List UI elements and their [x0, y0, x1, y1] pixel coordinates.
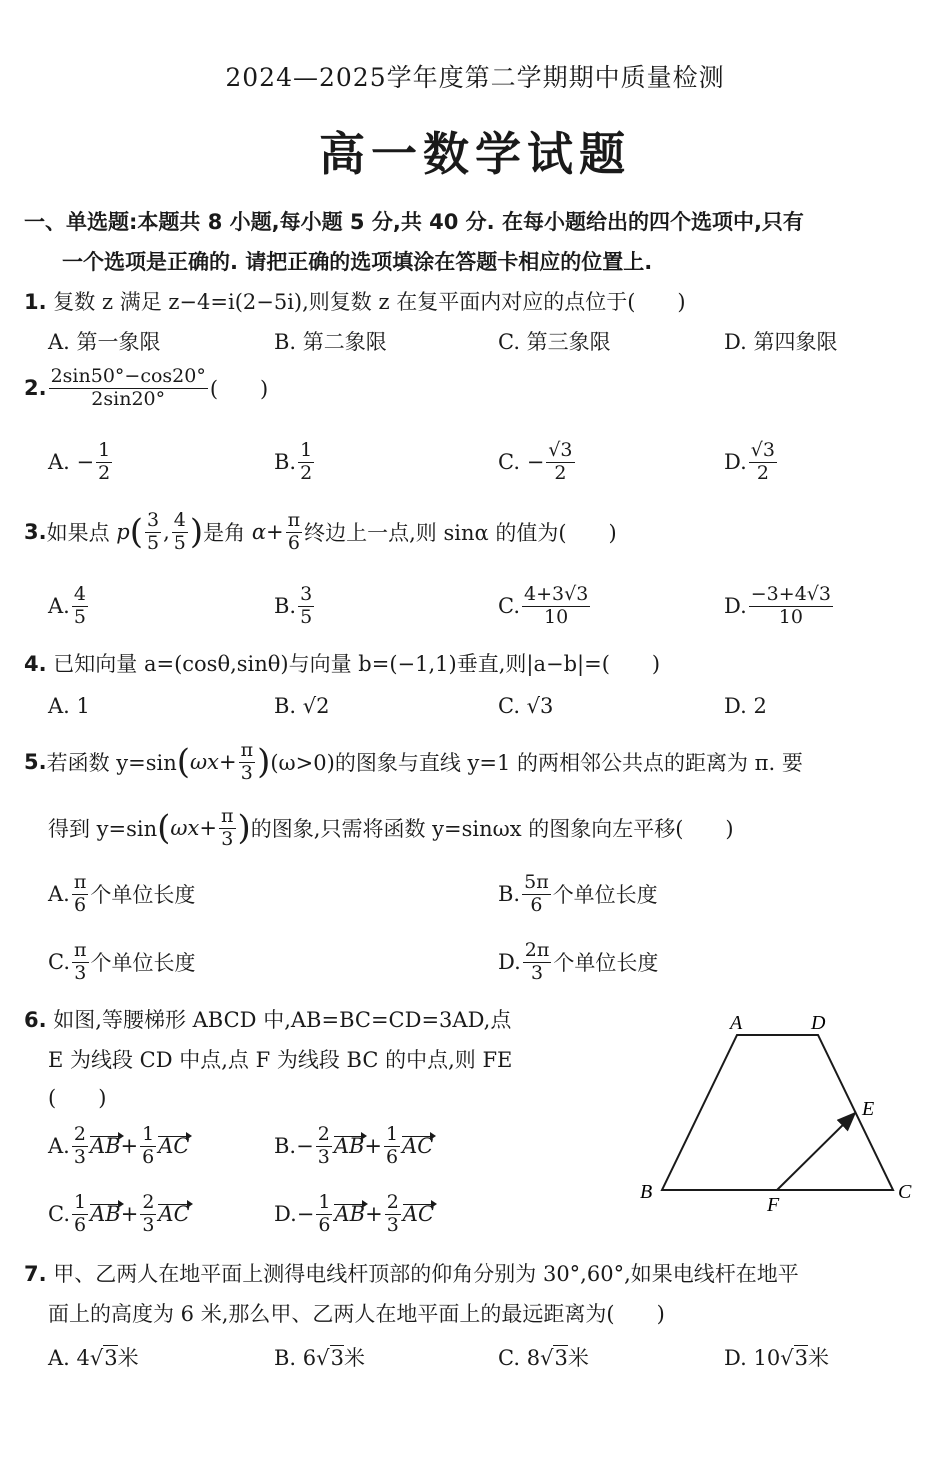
q2-option-d[interactable]: [724, 440, 779, 485]
denominator: 6: [74, 1213, 87, 1236]
vector-ac: AC: [402, 1134, 434, 1159]
q5-option-d[interactable]: [498, 940, 658, 985]
q5-line2-pre: 得到 y=sin: [48, 817, 158, 842]
option-radicand: 3: [104, 1346, 118, 1370]
q4-option-a[interactable]: A. 1: [48, 694, 90, 718]
option-plus: +: [365, 1202, 383, 1227]
option-unit: 个单位长度: [90, 951, 196, 976]
denominator: 3: [73, 1145, 86, 1168]
denominator: 2: [756, 461, 769, 484]
q5-inner: ωx+: [170, 816, 217, 841]
numerator: √3: [548, 439, 573, 461]
question-1: [24, 286, 686, 316]
q6-option-d[interactable]: [274, 1192, 434, 1237]
vector-ab: AB: [90, 1202, 121, 1227]
q5-line1-post: (ω>0)的图象与直线 y=1 的两相邻公共点的距离为 π. 要: [270, 751, 803, 776]
vector-ac: AC: [158, 1134, 190, 1159]
q2-numerator: 2sin50°−cos20°: [50, 365, 206, 387]
numerator: π: [74, 939, 87, 961]
vector-ac: AC: [158, 1202, 190, 1227]
option-radicand: 3: [794, 1346, 808, 1370]
label-e: E: [862, 1098, 875, 1120]
q1-option-c[interactable]: C. 第三象限: [498, 330, 611, 354]
question-number: 3.: [24, 520, 47, 545]
q5-option-b[interactable]: [498, 872, 658, 917]
q3-option-b[interactable]: [274, 584, 316, 629]
q6-option-c[interactable]: [48, 1192, 190, 1237]
question-number: 7.: [24, 1262, 47, 1286]
denominator: 3: [240, 761, 253, 784]
option-sign: −: [296, 1134, 314, 1159]
q1-option-d[interactable]: D. 第四象限: [724, 330, 838, 354]
q1-option-b[interactable]: B. 第二象限: [274, 330, 387, 354]
option-fraction: [72, 872, 89, 917]
option-label: D.: [498, 950, 521, 975]
option-fraction: [298, 440, 314, 485]
q2-tail: ( ): [209, 377, 269, 402]
question-stem: 复数 z 满足 z−4=i(2−5i),则复数 z 在复平面内对应的点位于( ): [53, 290, 686, 314]
q4-option-d[interactable]: D. 2: [724, 694, 767, 718]
q2-option-b[interactable]: [274, 440, 316, 485]
question-5-line1: [24, 740, 803, 785]
option-fraction: [140, 1192, 156, 1237]
paren-right: ): [237, 808, 251, 849]
vector-fe-arrow: [777, 1113, 855, 1190]
option-fraction: [384, 1124, 400, 1169]
label-b: B: [640, 1181, 653, 1203]
denominator: 6: [287, 531, 300, 554]
option-label: C.: [498, 594, 520, 619]
numerator: 1: [300, 439, 313, 461]
question-6-line3: ( ): [48, 1086, 107, 1110]
numerator: 4: [73, 583, 86, 605]
q5-option-c[interactable]: [48, 940, 196, 985]
q2-expression-fraction: [49, 366, 208, 411]
option-unit: 米: [567, 1346, 589, 1370]
vector-ab: AB: [89, 1134, 121, 1159]
denominator: 3: [386, 1213, 399, 1236]
question-6-line2: E 为线段 CD 中点,点 F 为线段 BC 的中点,则 FE: [48, 1048, 513, 1072]
option-fraction: [72, 1192, 88, 1237]
q5-inner: ωx+: [190, 750, 237, 775]
numerator: 5π: [524, 871, 549, 893]
trapezoid-figure: [630, 1005, 930, 1220]
q5-line2-post: 的图象,只需将函数 y=sinωx 的图象向左平移( ): [250, 817, 734, 842]
denominator: 2: [300, 461, 313, 484]
option-fraction: [72, 1124, 88, 1169]
numerator: 2: [142, 1191, 155, 1213]
option-fraction: [749, 584, 833, 629]
option-sign: −: [296, 1202, 315, 1227]
option-sign: −: [526, 450, 545, 475]
numerator: 3: [147, 509, 160, 531]
option-label: C.: [498, 1346, 520, 1370]
q6-line1: 如图,等腰梯形 ABCD 中,AB=BC=CD=3AD,点: [53, 1008, 512, 1032]
q6-option-a[interactable]: [48, 1124, 189, 1169]
option-label: A.: [48, 594, 70, 619]
question-number: 1.: [24, 290, 47, 314]
option-fraction: [316, 1192, 332, 1237]
q2-option-a[interactable]: [48, 440, 114, 485]
question-6-line1: [24, 1004, 511, 1034]
option-unit: 米: [807, 1346, 829, 1370]
question-number: 6.: [24, 1008, 47, 1032]
denominator: 5: [147, 531, 160, 554]
q7-option-a[interactable]: A. 4√3米: [48, 1346, 139, 1370]
q5-pi-fraction: [219, 806, 236, 851]
q3-angle: α+: [251, 520, 284, 545]
q4-option-c[interactable]: C. √3: [498, 694, 554, 718]
numerator: π: [73, 871, 87, 893]
numerator: √3: [750, 439, 775, 461]
option-coef: 6: [302, 1346, 317, 1370]
numerator: 1: [74, 1191, 87, 1213]
denominator: 3: [74, 961, 87, 984]
question-number: 2.: [24, 376, 47, 401]
denominator: 3: [317, 1145, 330, 1168]
denominator: 2: [98, 461, 111, 484]
option-fraction: [316, 1124, 332, 1169]
option-label: B.: [498, 882, 521, 907]
option-fraction: [523, 940, 552, 985]
q3-option-c[interactable]: [498, 584, 592, 629]
q3-coord-x: [145, 510, 161, 555]
denominator: 6: [530, 893, 543, 916]
numerator: 1: [318, 1191, 331, 1213]
q4-option-b[interactable]: B. √2: [274, 694, 330, 718]
option-label: A.: [48, 1346, 70, 1370]
option-label: D.: [724, 1346, 747, 1370]
denominator: 6: [142, 1145, 155, 1168]
denominator: 10: [778, 605, 803, 628]
option-label: A.: [48, 1134, 70, 1159]
denominator: 5: [73, 605, 86, 628]
q3-option-d[interactable]: [724, 584, 835, 629]
denominator: 6: [74, 893, 87, 916]
paren-right: ): [257, 742, 271, 783]
option-fraction: [298, 584, 314, 629]
option-fraction: [749, 440, 777, 485]
option-fraction: [546, 440, 574, 485]
option-coef: 8: [526, 1346, 541, 1370]
paren-left: (: [129, 512, 143, 553]
question-7-line1: [24, 1258, 799, 1288]
question-7-line2: 面上的高度为 6 米,那么甲、乙两人在地平面上的最远距离为( ): [48, 1302, 665, 1326]
q3-point: p: [116, 520, 130, 545]
option-label: A.: [48, 450, 70, 475]
label-a: A: [730, 1012, 743, 1034]
question-3: 3. 如果点 p ( $\frac{3}{5}$ , $\frac{4}{5}$ ) 是角 α+ $\frac{\pi}{6}$ 终边上一点,则 sinα 的值为( ): [24, 509, 617, 554]
numerator: −3+4√3: [750, 583, 831, 605]
q3-option-a[interactable]: [48, 584, 90, 629]
exam-title: 高一数学试题: [319, 127, 631, 181]
section-instruction-line1: 一、单选题:本题共 8 小题,每小题 5 分,共 40 分. 在每小题给出的四个选项中,只有: [24, 210, 804, 234]
option-unit: 米: [117, 1346, 139, 1370]
vector-ab: AB: [333, 1134, 365, 1159]
numerator: 2: [73, 1123, 86, 1145]
question-stem: 已知向量 a=(cosθ,sinθ)与向量 b=(−1,1)垂直,则|a−b|=( ): [53, 652, 661, 676]
option-unit: 个单位长度: [552, 883, 658, 908]
numerator: π: [221, 805, 234, 827]
question-number: 5.: [24, 750, 47, 775]
q3-coord-y: [172, 510, 188, 555]
paren-right: ): [189, 512, 204, 553]
option-unit: 米: [343, 1346, 365, 1370]
option-fraction: [385, 1192, 401, 1237]
option-fraction: [522, 872, 551, 917]
vector-ab: AB: [334, 1202, 366, 1227]
numerator: 2π: [524, 939, 550, 961]
question-number: 4.: [24, 652, 47, 676]
option-unit: 个单位长度: [553, 951, 659, 976]
denominator: 3: [142, 1213, 155, 1236]
q3-post: 终边上一点,则 sinα 的值为( ): [304, 521, 617, 546]
q5-line1-pre: 若函数 y=sin: [46, 751, 177, 776]
option-radicand: 3: [330, 1346, 344, 1370]
question-2: [24, 366, 268, 411]
option-label: B.: [274, 450, 297, 475]
option-coef: 4: [76, 1346, 90, 1370]
option-fraction: [72, 584, 88, 629]
q6-option-b[interactable]: [274, 1124, 433, 1169]
q7-option-c[interactable]: C. 8√3米: [498, 1346, 589, 1370]
option-label: D.: [274, 1202, 297, 1227]
section-instruction-line2: 一个选项是正确的. 请把正确的选项填涂在答题卡相应的位置上.: [62, 250, 653, 274]
denominator: 2: [554, 461, 567, 484]
option-label: B.: [274, 1346, 297, 1370]
denominator: 3: [221, 827, 234, 850]
option-label: C.: [48, 1202, 70, 1227]
q3-pi-fraction: [286, 510, 303, 555]
q7-option-d[interactable]: D. 10√3米: [724, 1346, 829, 1370]
paren-left: (: [157, 808, 171, 849]
question-4: [24, 648, 660, 678]
q2-denominator: 2sin20°: [91, 387, 166, 410]
numerator: 2: [386, 1191, 399, 1213]
q5-pi-fraction: [239, 740, 256, 785]
denominator: 5: [300, 605, 313, 628]
option-label: B.: [274, 594, 297, 619]
denominator: 6: [386, 1145, 399, 1168]
option-label: D.: [724, 450, 747, 475]
exam-subtitle: 2024—2025学年度第二学期期中质量检测: [225, 63, 725, 92]
option-label: A.: [48, 882, 70, 907]
option-radicand: 3: [554, 1346, 568, 1370]
label-f: F: [767, 1194, 780, 1216]
denominator: 3: [531, 961, 544, 984]
numerator: 1: [98, 439, 111, 461]
q7-option-b[interactable]: B. 6√3米: [274, 1346, 365, 1370]
option-plus: +: [120, 1202, 139, 1227]
numerator: π: [287, 509, 301, 531]
option-fraction: [522, 584, 590, 629]
vector-ac: AC: [402, 1202, 435, 1227]
numerator: 1: [142, 1123, 155, 1145]
option-plus: +: [364, 1134, 383, 1159]
numerator: 4+3√3: [524, 583, 589, 605]
numerator: π: [240, 739, 254, 761]
denominator: 10: [544, 605, 569, 628]
option-label: B.: [274, 1134, 297, 1159]
q5-option-a[interactable]: [48, 872, 195, 917]
q3-pre: 如果点: [46, 521, 110, 546]
numerator: 2: [317, 1123, 330, 1145]
label-d: D: [811, 1012, 826, 1034]
numerator: 1: [386, 1123, 399, 1145]
option-fraction: [96, 440, 112, 485]
option-coef: 10: [753, 1346, 781, 1370]
option-unit: 个单位长度: [90, 883, 196, 908]
option-label: C.: [48, 950, 70, 975]
numerator: 4: [173, 509, 186, 531]
question-5-line2: [48, 806, 734, 851]
paren-left: (: [176, 742, 191, 783]
q1-option-a[interactable]: A. 第一象限: [48, 330, 161, 354]
option-fraction: [72, 940, 89, 985]
option-label: D.: [724, 594, 747, 619]
option-fraction: [140, 1124, 156, 1169]
q2-option-c[interactable]: [498, 440, 577, 485]
option-label: C.: [498, 450, 520, 475]
q3-mid: 是角: [203, 521, 246, 546]
denominator: 5: [173, 531, 186, 554]
denominator: 6: [318, 1213, 331, 1236]
q7-line1: 甲、乙两人在地平面上测得电线杆顶部的仰角分别为 30°,60°,如果电线杆在地平: [53, 1262, 799, 1286]
label-c: C: [898, 1181, 912, 1203]
numerator: 3: [300, 583, 313, 605]
trapezoid-abcd: [662, 1035, 893, 1190]
option-sign: −: [76, 450, 95, 475]
option-plus: +: [120, 1134, 139, 1159]
